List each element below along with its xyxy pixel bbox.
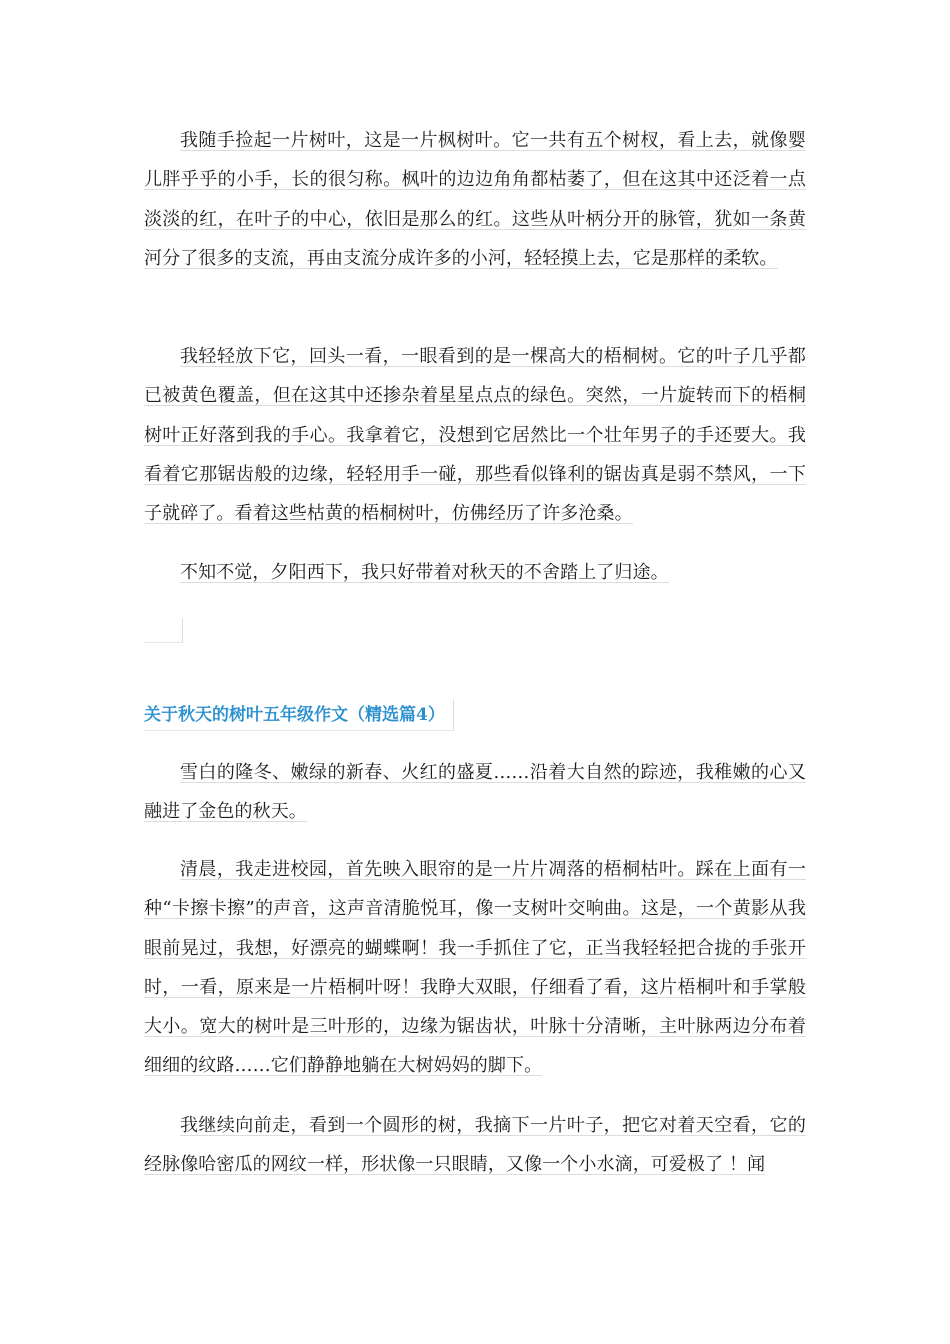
paragraph-phoenix-tree [144,337,806,533]
paragraph-text: 我轻轻放下它，回头一看，一眼看到的是一棵高大的梧桐树。它的叶子几乎都已被黄色覆盖，但在这其中还掺杂着星星点点的绿色。突然，一片旋转而下的梧桐树叶正好落到我的手心。我拿着它，没想到它居然比一个壮年男子的手还要大。我看着它那锯齿般的边缘，轻轻用手一碰，那些看似锋利的锯齿真是弱不禁风，一下子就碎了。看着这些枯黄的梧桐树叶，仿佛经历了许多沧桑。 [144,346,806,525]
paragraph-campus [144,850,806,1086]
empty-paragraph [144,618,183,643]
paragraph-text: 我随手捡起一片树叶，这是一片枫树叶。它一共有五个树杈，看上去，就像婴儿胖乎乎的小手，长的很匀称。枫叶的边边角角都枯萎了，但在这其中还泛着一点淡淡的红，在叶子的中心，依旧是那么的红。这些从叶柄分开的脉管，犹如一条黄河分了很多的支流，再由支流分成许多的小河，轻轻摸上去，它是那样的柔软。 [144,130,806,269]
paragraph-sunset [144,553,806,592]
paragraph-text: 不知不觉，夕阳西下，我只好带着对秋天的不舍踏上了归途。 [180,562,669,583]
paragraph-text: 雪白的隆冬、嫩绿的新春、火红的盛夏……沿着大自然的踪迹，我稚嫩的心又融进了金色的秋天。 [144,762,806,823]
paragraph-maple-leaf [144,121,806,278]
paragraph-text: 清晨，我走进校园，首先映入眼帘的是一片片凋落的梧桐枯叶。踩在上面有一种“卡擦卡擦”的声音，这声音清脆悦耳，像一支树叶交响曲。这是，一个黄影从我眼前晃过，我想，好漂亮的蝴蝶啊！我一手抓住了它，正当我轻轻把合拢的手张开时，一看，原来是一片梧桐叶呀！我睁大双眼，仔细看了看，这片梧桐叶和手掌般大小。宽大的树叶是三叶形的，边缘为锯齿状，叶脉十分清晰，主叶脉两边分布着细细的纹路……它们静静地躺在大树妈妈的脚下。 [144,859,806,1077]
paragraph-seasons [144,753,806,832]
paragraph-round-leaf [144,1106,806,1185]
paragraph-text: 我继续向前走，看到一个圆形的树，我摘下一片叶子，把它对着天空看，它的经脉像哈密瓜的网纹一样，形状像一只眼睛，又像一个小水滴，可爱极了 ！闻 [144,1115,806,1176]
section-heading: 关于秋天的树叶五年级作文（精选篇4） [144,700,454,731]
